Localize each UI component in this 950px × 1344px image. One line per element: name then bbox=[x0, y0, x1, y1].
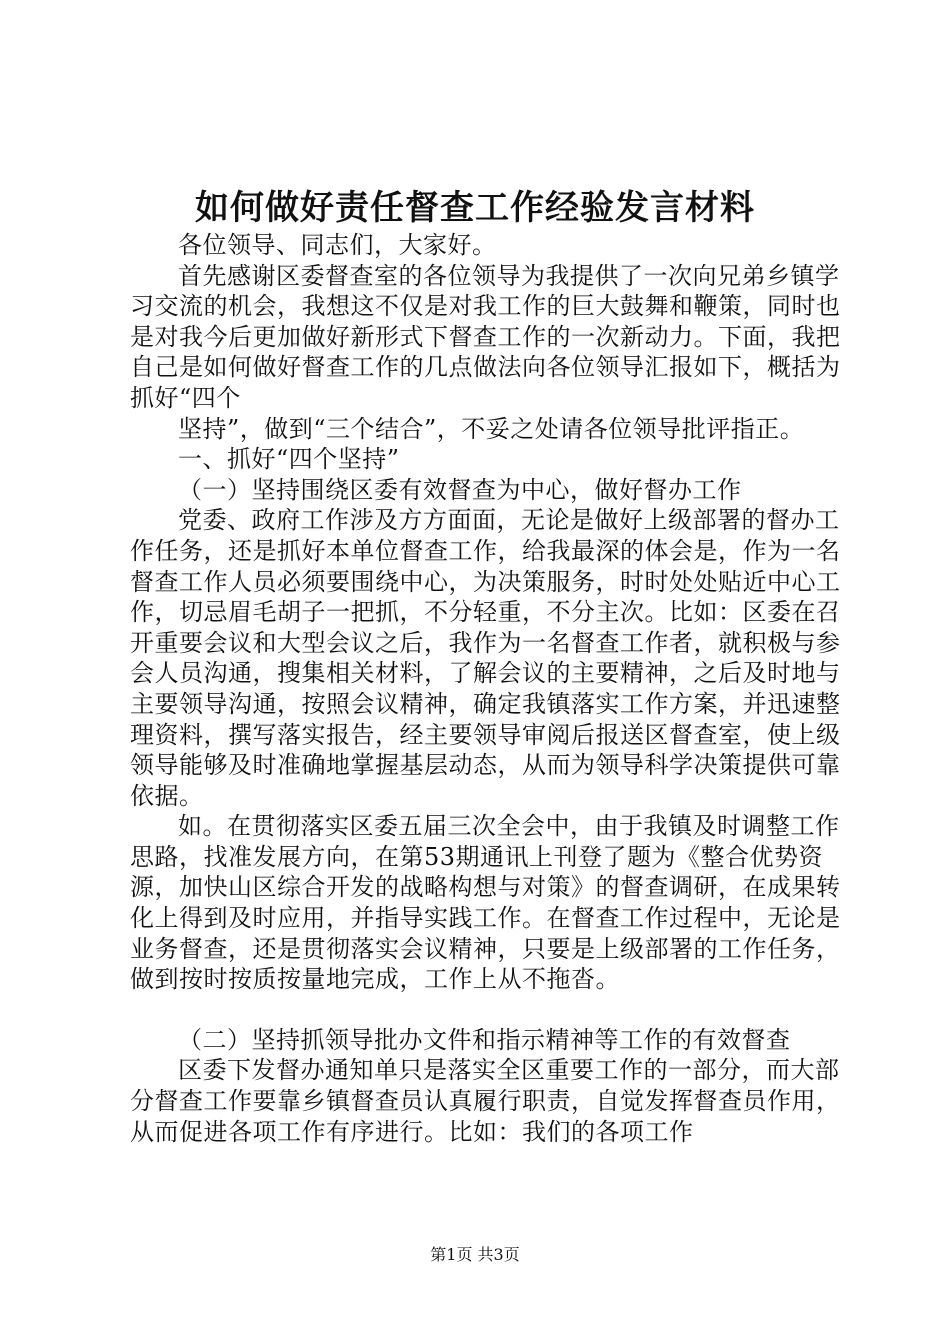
body-paragraph-3: 区委下发督办通知单只是落实全区重要工作的一部分，而大部分督查工作要靠乡镇督查员认真履行职责，自觉发挥督查员作用，从而促进各项工作有序进行。比如：我们的各项工作 bbox=[130, 1056, 841, 1146]
section-heading-1: 一、抓好“四个坚持” bbox=[178, 445, 400, 474]
subsection-heading-1: （一）坚持围绕区委有效督查为中心，做好督办工作 bbox=[178, 475, 742, 504]
paragraph-spacer bbox=[130, 995, 850, 1025]
intro-continuation-paragraph: 坚持”，做到“三个结合”，不妥之处请各位领导批评指正。 bbox=[178, 414, 805, 443]
intro-paragraph: 首先感谢区委督查室的各位领导为我提供了一次向兄弟乡镇学习交流的机会，我想这不仅是对我工作的巨大鼓舞和鞭策，同时也是对我今后更加做好新形式下督查工作的一次新动力。下面，我把自己是如何做好督查工作的几点做法向各位领导汇报如下，概括为抓好“四个 bbox=[130, 261, 841, 412]
greeting-paragraph: 各位领导、同志们，大家好。 bbox=[178, 231, 497, 259]
document-body bbox=[130, 230, 850, 1147]
body-paragraph-1: 党委、政府工作涉及方方面面，无论是做好上级部署的督办工作任务，还是抓好本单位督查工作，给我最深的体会是，作为一名督查工作人员必须要围绕中心，为决策服务，时时处处贴近中心工作，切忌眉毛胡子一把抓，不分轻重，不分主次。比如：区委在召开重要会议和大型会议之后，我作为一名督查工作者，就积极与参会人员沟通，搜集相关材料，了解会议的主要精神，之后及时地与主要领导沟通，按照会议精神，确定我镇落实工作方案，并迅速整理资料，撰写落实报告，经主要领导审阅后报送区督查室，使上级领导能够及时准确地掌握基层动态，从而为领导科学决策提供可靠依据。 bbox=[130, 506, 841, 810]
document-title: 如何做好责任督查工作经验发言材料 bbox=[195, 188, 755, 228]
body-paragraph-2: 如。在贯彻落实区委五届三次全会中，由于我镇及时调整工作思路，找准发展方向，在第53期通讯上刊登了题为《整合优势资源，加快山区综合开发的战略构想与对策》的督查调研，在成果转化上得到及时应用，并指导实践工作。在督查工作过程中，无论是业务督查，还是贯彻落实会议精神，只要是上级部署的工作任务，做到按时按质按量地完成，工作上从不拖沓。 bbox=[130, 812, 841, 994]
page-number-footer: 第1页 共3页 bbox=[430, 1245, 520, 1264]
subsection-heading-2: （二）坚持抓领导批办文件和指示精神等工作的有效督查 bbox=[178, 1025, 791, 1054]
